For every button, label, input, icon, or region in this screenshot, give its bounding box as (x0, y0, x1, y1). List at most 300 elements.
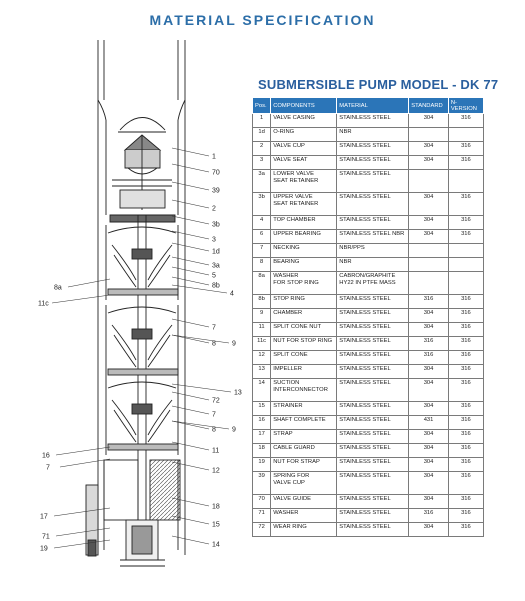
cell-component (271, 509, 337, 523)
cell-n-version-text: 316 (461, 115, 471, 121)
table-row (253, 379, 484, 402)
cell-component (271, 216, 337, 230)
callout-label: 9 (232, 426, 236, 434)
cell-component-text: NUT FOR STOP RING (273, 338, 333, 344)
callout-leader (54, 540, 110, 548)
cell-pos-text: 72 (258, 524, 265, 530)
cell-pos (253, 495, 271, 509)
table-row (253, 114, 484, 128)
callout-leader (172, 384, 231, 392)
cell-standard-text: 304 (423, 473, 434, 479)
cell-material (337, 509, 409, 523)
cell-pos (253, 170, 271, 193)
cell-standard-text: 304 (423, 524, 434, 530)
cell-component (271, 416, 337, 430)
callout-leader (54, 508, 110, 516)
cell-pos-text: 2 (260, 143, 264, 149)
table-row (253, 458, 484, 472)
cell-n-version-text: 316 (461, 496, 471, 502)
cell-pos (253, 365, 271, 379)
cell-n-version (448, 323, 483, 337)
cell-component-text: VALVE GUIDE (273, 496, 312, 502)
table-row (253, 365, 484, 379)
cell-standard (409, 523, 449, 537)
cell-component (271, 193, 337, 216)
cell-n-version (448, 244, 483, 258)
cell-n-version-text: 316 (461, 445, 471, 451)
cell-n-version-text: 316 (461, 231, 471, 237)
cell-n-version (448, 309, 483, 323)
callout-leader (60, 459, 110, 467)
cell-component (271, 114, 337, 128)
table-row (253, 337, 484, 351)
cell-standard (409, 309, 449, 323)
callout-label: 18 (212, 503, 220, 511)
cell-standard (409, 216, 449, 230)
header-material: MATERIAL (337, 98, 409, 114)
callout-label: 15 (212, 521, 220, 529)
cell-n-version-text: 316 (461, 310, 471, 316)
table-row (253, 472, 484, 495)
callout-label: 2 (212, 205, 216, 213)
callout-leader (172, 421, 229, 429)
cell-component (271, 495, 337, 509)
cell-n-version (448, 114, 483, 128)
cell-pos (253, 156, 271, 170)
cell-material-text: STAINLESS STEEL (339, 310, 391, 316)
cell-standard-text: 431 (423, 417, 434, 423)
cell-standard-text: 304 (423, 115, 434, 121)
callout-label: 70 (212, 169, 220, 177)
cell-n-version-text: 316 (461, 403, 471, 409)
cell-standard (409, 193, 449, 216)
callout-label: 3b (212, 221, 220, 229)
callout-leader (68, 279, 110, 287)
cell-standard (409, 365, 449, 379)
cell-material-text: STAINLESS STEEL (339, 352, 391, 358)
callout-label: 17 (40, 513, 48, 521)
cell-material-text: STAINLESS STEEL (339, 496, 391, 502)
cell-pos (253, 509, 271, 523)
cell-material (337, 379, 409, 402)
cell-pos (253, 272, 271, 295)
cell-material-text: STAINLESS STEEL (339, 473, 391, 479)
cell-component-text: NECKING (273, 245, 300, 251)
cell-standard (409, 509, 449, 523)
cell-standard (409, 230, 449, 244)
callout-label: 19 (40, 545, 48, 553)
cell-component-text: BEARING (273, 259, 300, 265)
table-row (253, 272, 484, 295)
cell-material-text: STAINLESS STEEL (339, 217, 391, 223)
table-row (253, 495, 484, 509)
table-row (253, 295, 484, 309)
cell-component (271, 458, 337, 472)
cell-component-text-line2: VALVE CUP (273, 480, 305, 486)
cell-standard (409, 402, 449, 416)
cell-standard (409, 128, 449, 142)
cell-pos (253, 216, 271, 230)
cell-material-text: STAINLESS STEEL (339, 524, 391, 530)
callout-label: 16 (42, 452, 50, 460)
cell-pos (253, 430, 271, 444)
cell-standard-text: 304 (423, 324, 434, 330)
cell-n-version (448, 458, 483, 472)
wear-ring (108, 444, 178, 450)
cell-n-version-text: 316 (461, 431, 471, 437)
cell-pos (253, 337, 271, 351)
callout-leader (172, 216, 209, 224)
cell-material (337, 323, 409, 337)
table-row (253, 402, 484, 416)
table-row (253, 193, 484, 216)
cell-material-text: STAINLESS STEEL (339, 324, 391, 330)
cell-component (271, 472, 337, 495)
table-row (253, 509, 484, 523)
cell-component-text: STRAINER (273, 403, 303, 409)
cell-pos (253, 351, 271, 365)
cell-standard (409, 472, 449, 495)
cell-standard (409, 430, 449, 444)
impeller-vane-right-2 (148, 335, 170, 367)
callout-leader (56, 528, 110, 536)
cell-material (337, 309, 409, 323)
cell-material-text: STAINLESS STEEL NBR (339, 231, 405, 237)
cell-material-text: STAINLESS STEEL (339, 171, 391, 177)
cell-material (337, 193, 409, 216)
cell-pos (253, 379, 271, 402)
cell-pos (253, 295, 271, 309)
cell-component (271, 402, 337, 416)
cell-component-text: CABLE GUARD (273, 445, 315, 451)
cell-component-text: NUT FOR STRAP (273, 459, 320, 465)
cell-standard (409, 244, 449, 258)
callout-label: 1 (212, 153, 216, 161)
cell-component (271, 142, 337, 156)
cell-component-text: CHAMBER (273, 310, 303, 316)
cell-material (337, 295, 409, 309)
cell-component-text: UPPER VALVE (273, 194, 313, 200)
table-row (253, 216, 484, 230)
header-n-version: N-VERSION (448, 98, 483, 114)
table-row (253, 128, 484, 142)
cell-material-text: STAINLESS STEEL (339, 366, 391, 372)
callout-label: 72 (212, 397, 220, 405)
callout-label: 5 (212, 272, 216, 280)
cell-pos-text: 8 (260, 259, 264, 265)
cell-material (337, 402, 409, 416)
table-row (253, 156, 484, 170)
cell-component-text-line2: INTERCONNECTOR (273, 387, 328, 393)
cell-component (271, 258, 337, 272)
model-title: SUBMERSIBLE PUMP MODEL - DK 77 (258, 77, 499, 92)
cell-component-text: STRAP (273, 431, 293, 437)
cell-pos (253, 114, 271, 128)
cell-material (337, 351, 409, 365)
callout-label: 14 (212, 541, 220, 549)
cell-component-text: SPRING FOR (273, 473, 310, 479)
cell-standard-text: 304 (423, 217, 434, 223)
cell-component (271, 309, 337, 323)
cell-n-version (448, 416, 483, 430)
cell-material (337, 170, 409, 193)
callout-label: 11 (212, 447, 220, 455)
cell-standard (409, 142, 449, 156)
cell-standard-text: 304 (423, 143, 434, 149)
cell-component (271, 170, 337, 193)
cell-n-version (448, 523, 483, 537)
cell-material-text: NBR (339, 129, 352, 135)
cell-pos-text: 39 (258, 473, 265, 479)
cell-n-version-text: 316 (461, 352, 471, 358)
cell-component-text: WASHER (273, 510, 299, 516)
cell-pos-text: 71 (258, 510, 265, 516)
bearing (132, 404, 152, 414)
cell-pos (253, 244, 271, 258)
cell-n-version-text: 316 (461, 510, 471, 516)
bearing (132, 249, 152, 259)
cell-material-text: STAINLESS STEEL (339, 445, 391, 451)
cell-component (271, 156, 337, 170)
cell-pos-text: 19 (258, 459, 265, 465)
cell-material-text: NBR/PPS (339, 245, 365, 251)
cell-material (337, 472, 409, 495)
diffuser-top (108, 227, 176, 233)
impeller-vane-left-2 (114, 255, 136, 287)
cell-material-text: STAINLESS STEEL (339, 296, 391, 302)
cell-pos-text: 7 (260, 245, 264, 251)
cell-material (337, 430, 409, 444)
callout-label: 11c (38, 300, 49, 308)
cell-material-text: STAINLESS STEEL (339, 431, 391, 437)
cell-component-text: VALVE CASING (273, 115, 315, 121)
cell-pos (253, 458, 271, 472)
cell-component (271, 337, 337, 351)
cell-standard-text: 304 (423, 496, 434, 502)
cell-material-text: CABRON/GRAPHITE (339, 273, 396, 279)
cell-standard (409, 458, 449, 472)
callout-label: 12 (212, 467, 220, 475)
cell-pos-text: 3 (260, 157, 264, 163)
cell-standard-text: 316 (423, 352, 434, 358)
cell-component (271, 244, 337, 258)
cell-standard-text: 304 (423, 380, 434, 386)
callout-label: 9 (232, 340, 236, 348)
cell-material (337, 337, 409, 351)
impeller-vane-left-2 (114, 410, 136, 442)
cell-standard (409, 495, 449, 509)
cell-material (337, 156, 409, 170)
table-row (253, 230, 484, 244)
header-components: COMPONENTS (271, 98, 337, 114)
impeller-vane-right-2 (148, 255, 170, 287)
cell-standard (409, 114, 449, 128)
cell-n-version-text: 316 (461, 366, 471, 372)
cell-material (337, 230, 409, 244)
cell-standard-text: 304 (423, 403, 434, 409)
cell-material-text: STAINLESS STEEL (339, 380, 391, 386)
callout-label: 13 (234, 389, 242, 397)
cell-pos (253, 323, 271, 337)
table-row (253, 323, 484, 337)
cell-pos-text: 3a (258, 171, 265, 177)
cell-component-text: SPLIT CONE (273, 352, 308, 358)
cell-pos-text: 70 (258, 496, 265, 502)
diffuser-top (108, 307, 176, 313)
cell-pos (253, 142, 271, 156)
cell-material-text: STAINLESS STEEL (339, 403, 391, 409)
cell-standard (409, 323, 449, 337)
cell-material-text-line2: HY22 IN PTFE MASS (339, 280, 396, 286)
cell-standard-text: 304 (423, 366, 434, 372)
cell-n-version-text: 316 (461, 417, 471, 423)
callout-label: 8 (212, 340, 216, 348)
cell-pos-text: 14 (258, 380, 265, 386)
cell-standard-text: 304 (423, 157, 434, 163)
cell-material (337, 244, 409, 258)
cell-pos-text: 16 (258, 417, 265, 423)
cell-pos (253, 258, 271, 272)
cell-pos-text: 1 (260, 115, 264, 121)
callout-leader (172, 335, 229, 343)
cell-component-text: WASHER (273, 273, 299, 279)
cell-pos-text: 3b (258, 194, 265, 200)
cell-component-text: LOWER VALVE (273, 171, 314, 177)
cell-n-version (448, 365, 483, 379)
callout-label: 39 (212, 187, 220, 195)
cell-component (271, 272, 337, 295)
cell-n-version-text: 316 (461, 473, 471, 479)
cell-n-version (448, 128, 483, 142)
cell-n-version-text: 316 (461, 194, 471, 200)
cell-standard-text: 316 (423, 296, 434, 302)
cell-material (337, 416, 409, 430)
table-row (253, 170, 484, 193)
cell-n-version (448, 295, 483, 309)
callout-label: 7 (212, 411, 216, 419)
cell-component-text: STOP RING (273, 296, 305, 302)
cell-component-text-line2: FOR STOP RING (273, 280, 319, 286)
cell-material-text: STAINLESS STEEL (339, 143, 391, 149)
table-row (253, 258, 484, 272)
cell-material-text: STAINLESS STEEL (339, 417, 391, 423)
cell-pos (253, 128, 271, 142)
cell-n-version (448, 258, 483, 272)
cell-material (337, 495, 409, 509)
cell-n-version (448, 272, 483, 295)
cell-n-version (448, 444, 483, 458)
cell-standard (409, 379, 449, 402)
cell-material (337, 258, 409, 272)
cell-component-text: SPLIT CONE NUT (273, 324, 322, 330)
cell-material-text: NBR (339, 259, 352, 265)
cell-n-version-text: 316 (461, 157, 471, 163)
cell-standard-text: 304 (423, 445, 434, 451)
callout-label: 7 (212, 324, 216, 332)
cell-n-version (448, 337, 483, 351)
table-row (253, 244, 484, 258)
wear-ring (108, 369, 178, 375)
table-row (253, 309, 484, 323)
table-row (253, 523, 484, 537)
cell-n-version-text: 316 (461, 217, 471, 223)
cell-pos-text: 15 (258, 403, 265, 409)
cell-n-version (448, 379, 483, 402)
cell-component-text-line2: SEAT RETAINER (273, 178, 319, 184)
cell-component-text: UPPER BEARING (273, 231, 321, 237)
cell-n-version (448, 170, 483, 193)
cell-pos-text: 6 (260, 231, 264, 237)
cell-n-version (448, 230, 483, 244)
cell-material-text: STAINLESS STEEL (339, 510, 391, 516)
cell-material-text: STAINLESS STEEL (339, 194, 391, 200)
cell-n-version (448, 472, 483, 495)
diffuser-top (108, 382, 176, 388)
cell-pos (253, 523, 271, 537)
cell-material (337, 128, 409, 142)
cell-n-version-text: 316 (461, 380, 471, 386)
cell-component (271, 444, 337, 458)
cell-n-version-text: 316 (461, 324, 471, 330)
cell-pos (253, 193, 271, 216)
cell-standard (409, 272, 449, 295)
cell-pos (253, 402, 271, 416)
callout-label: 1d (212, 248, 220, 256)
cell-material (337, 458, 409, 472)
cell-standard (409, 170, 449, 193)
cell-pos (253, 309, 271, 323)
cell-material-text: STAINLESS STEEL (339, 115, 391, 121)
cell-pos (253, 472, 271, 495)
impeller-vane-right-2 (148, 410, 170, 442)
cell-n-version-text: 316 (461, 459, 471, 465)
header-standard: STANDARD (409, 98, 449, 114)
cell-n-version (448, 142, 483, 156)
cell-pos (253, 230, 271, 244)
cell-material-text: STAINLESS STEEL (339, 157, 391, 163)
cell-standard-text: 304 (423, 431, 434, 437)
cell-standard (409, 444, 449, 458)
callout-label: 8 (212, 426, 216, 434)
cell-component-text: VALVE CUP (273, 143, 305, 149)
cell-pos-text: 11c (257, 338, 267, 344)
cell-n-version (448, 402, 483, 416)
cell-component (271, 523, 337, 537)
callout-label: 8a (54, 284, 62, 292)
cell-n-version-text: 316 (461, 296, 471, 302)
table-row (253, 416, 484, 430)
cell-material (337, 523, 409, 537)
cell-component-text-line2: SEAT RETAINER (273, 201, 319, 207)
table-row (253, 444, 484, 458)
cell-n-version (448, 351, 483, 365)
cell-pos-text: 8a (258, 273, 265, 279)
cell-pos-text: 11 (258, 324, 265, 330)
cell-n-version (448, 495, 483, 509)
cell-component-text: O-RING (273, 129, 295, 135)
cell-n-version-text: 316 (461, 338, 471, 344)
cell-pos-text: 9 (260, 310, 264, 316)
impeller-vane-left-2 (114, 335, 136, 367)
cell-component (271, 323, 337, 337)
cell-material (337, 365, 409, 379)
cell-pos-text: 4 (260, 217, 264, 223)
cell-component (271, 128, 337, 142)
cell-component (271, 379, 337, 402)
callout-leader (56, 447, 110, 455)
cell-standard-text: 304 (423, 231, 434, 237)
cell-pos-text: 12 (258, 352, 265, 358)
